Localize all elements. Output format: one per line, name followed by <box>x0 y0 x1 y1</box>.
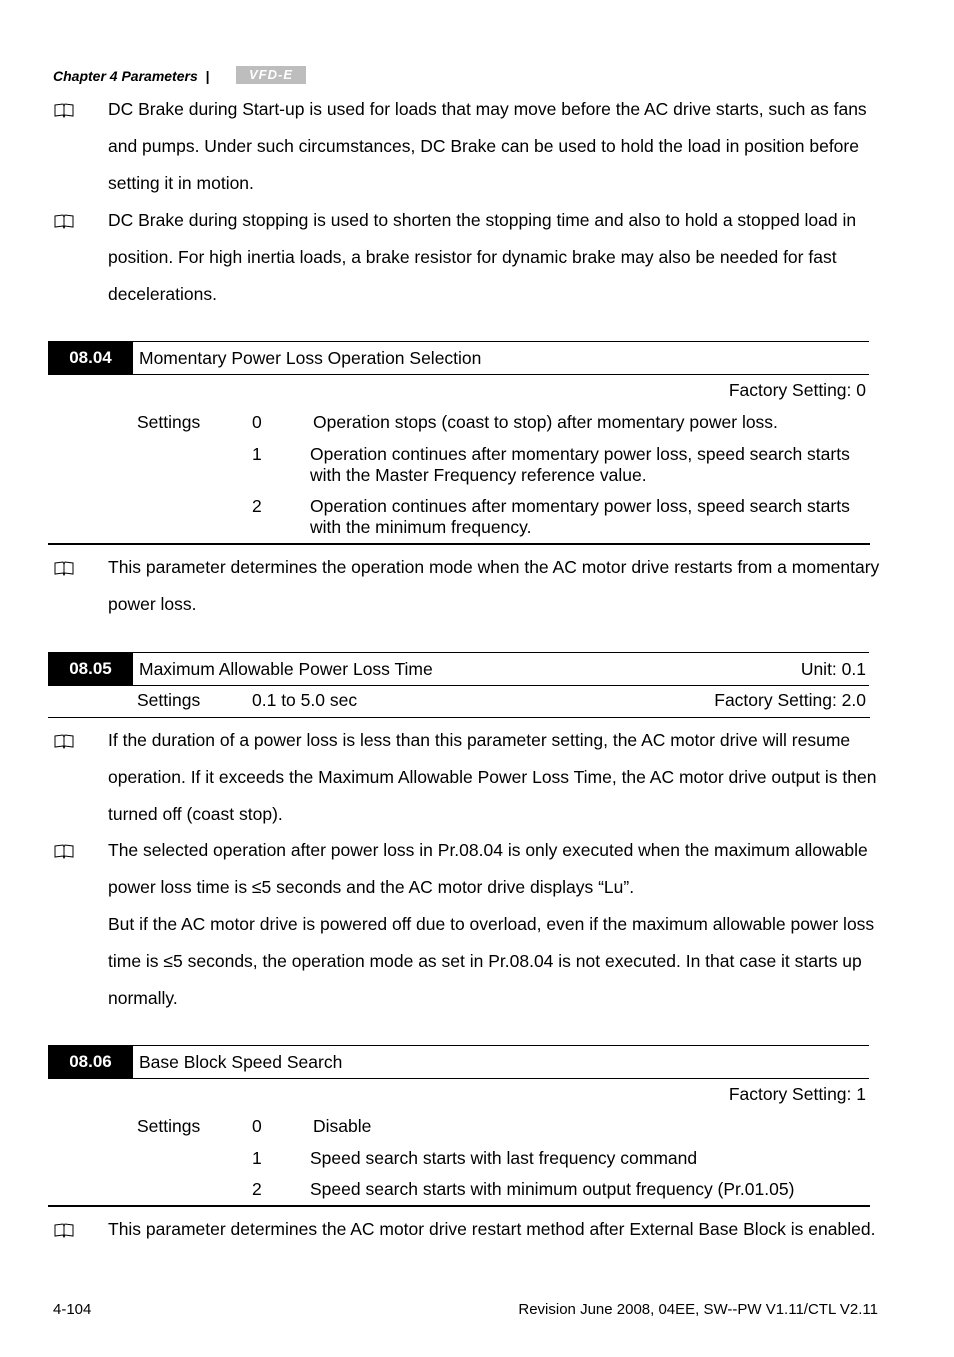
factory-setting: Factory Setting: 2.0 <box>714 690 866 710</box>
settings-label: Settings <box>137 412 201 432</box>
parameter-header-0806 <box>48 1045 869 1079</box>
settings-label: Settings <box>137 690 201 710</box>
setting-value: 2 <box>252 496 262 516</box>
parameter-header-0804 <box>48 341 869 375</box>
setting-value: 1 <box>252 1148 262 1168</box>
note-paragraph: This parameter determines the operation mode when the AC motor drive restarts from a momentary power loss. <box>108 557 880 614</box>
parameter-header-0805 <box>48 652 869 686</box>
setting-description: Operation continues after momentary power loss, speed search starts with the Master Frequency reference value. <box>310 444 850 485</box>
book-icon <box>54 734 74 749</box>
header-separator: | <box>205 68 210 84</box>
setting-description: Operation stops (coast to stop) after momentary power loss. <box>313 412 778 432</box>
note-paragraph: The selected operation after power loss in Pr.08.04 is only executed when the maximum allowable power loss time is ≤5 seconds and the AC motor drive displays “Lu”. <box>108 840 868 897</box>
parameter-code: 08.05 <box>48 653 133 685</box>
note-paragraph: If the duration of a power loss is less than this parameter setting, the AC motor drive will resume operation. If it exceeds the Maximum Allowable Power Loss Time, the AC motor drive output is then turned off (coast stop). <box>108 730 877 824</box>
setting-description: Operation continues after momentary power loss, speed search starts with the minimum frequency. <box>310 496 850 537</box>
revision-info: Revision June 2008, 04EE, SW--PW V1.11/CTL V2.11 <box>518 1301 878 1318</box>
parameter-code: 08.06 <box>48 1046 133 1078</box>
parameter-code: 08.04 <box>48 342 133 374</box>
setting-value: 1 <box>252 444 262 464</box>
setting-value: 0 <box>252 1116 262 1136</box>
table-divider <box>48 543 870 545</box>
setting-value: 2 <box>252 1179 262 1199</box>
table-divider <box>48 717 870 718</box>
book-icon <box>54 844 74 859</box>
chapter-title: Chapter 4 Parameters <box>53 68 198 84</box>
book-icon <box>54 214 74 229</box>
book-icon <box>54 561 74 576</box>
note-paragraph: This parameter determines the AC motor drive restart method after External Base Block is enabled. <box>108 1219 876 1239</box>
setting-description: Disable <box>313 1116 372 1136</box>
parameter-title: Maximum Allowable Power Loss Time <box>139 659 433 679</box>
table-divider <box>48 1205 870 1207</box>
factory-setting: Factory Setting: 0 <box>728 380 866 400</box>
page-number: 4-104 <box>53 1301 92 1318</box>
book-icon <box>54 103 74 118</box>
product-logo: VFD-E <box>236 66 306 84</box>
factory-setting: Factory Setting: 1 <box>728 1084 866 1104</box>
book-icon <box>54 1223 74 1238</box>
settings-label: Settings <box>137 1116 201 1136</box>
note-paragraph: DC Brake during Start-up is used for loads that may move before the AC drive starts, such as fans and pumps. Under such circumstances, DC Brake can be used to hold the load in position before setting it in motion. <box>108 99 867 193</box>
setting-description: Speed search starts with last frequency command <box>310 1148 698 1168</box>
note-paragraph: But if the AC motor drive is powered off due to overload, even if the maximum allowable power loss time is ≤5 seconds, the operation mode as set in Pr.08.04 is not executed. In that case it starts up normally. <box>108 914 875 1008</box>
chapter-header <box>53 68 210 84</box>
setting-range: 0.1 to 5.0 sec <box>252 690 358 710</box>
setting-description: Speed search starts with minimum output frequency (Pr.01.05) <box>310 1179 795 1199</box>
setting-value: 0 <box>252 412 262 432</box>
parameter-title: Momentary Power Loss Operation Selection <box>139 348 482 368</box>
parameter-unit: Unit: 0.1 <box>800 659 866 679</box>
parameter-title: Base Block Speed Search <box>139 1052 343 1072</box>
note-paragraph: DC Brake during stopping is used to shorten the stopping time and also to hold a stopped load in position. For high inertia loads, a brake resistor for dynamic brake may also be needed for fast decelerations. <box>108 210 857 304</box>
